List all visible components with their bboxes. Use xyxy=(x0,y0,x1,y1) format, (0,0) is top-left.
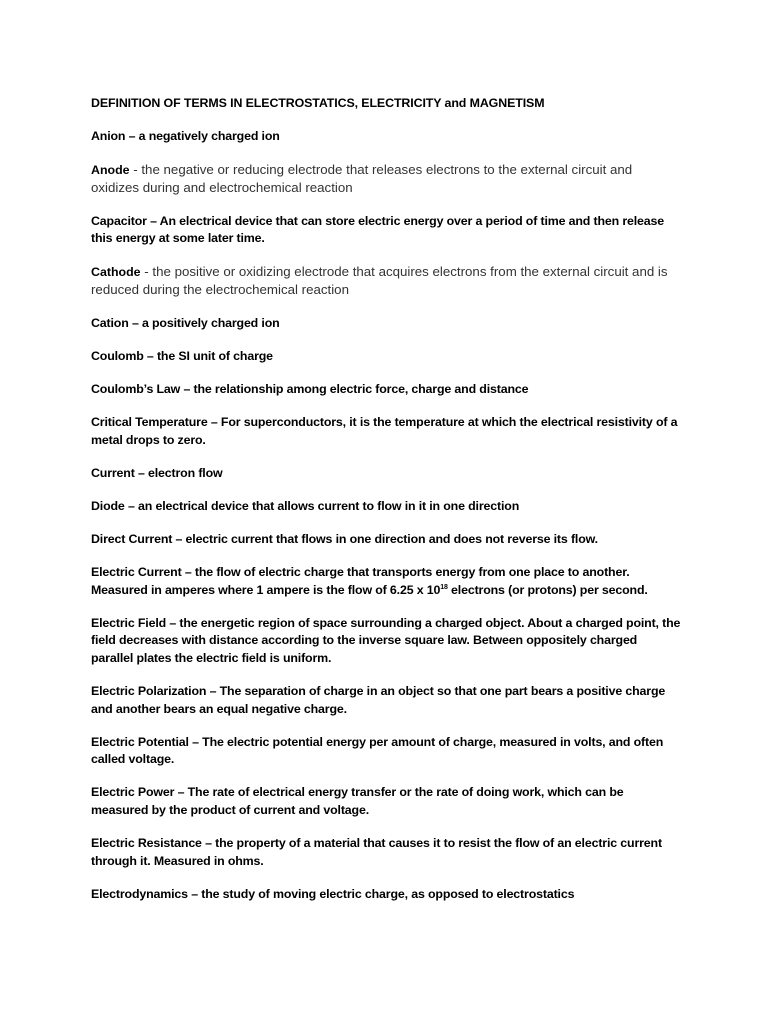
document-page xyxy=(91,95,681,919)
entry-electrodynamics: Electrodynamics – the study of moving electric charge, as opposed to electrostatics xyxy=(91,886,575,901)
document-title: DEFINITION OF TERMS IN ELECTROSTATICS, ELECTRICITY and MAGNETISM xyxy=(91,96,545,110)
entry-electric-resistance: Electric Resistance – the property of a material that causes it to resist the flow of an electric current through it. Measured in ohms. xyxy=(91,836,662,868)
entry-anode xyxy=(91,161,681,197)
entry-definition: - the positive or oxidizing electrode that acquires electrons from the external circuit and is reduced during the electrochemical reaction xyxy=(91,264,668,298)
entry-capacitor: Capacitor – An electrical device that can store electric energy over a period of time and then release this energy at some later time. xyxy=(91,213,665,246)
entry-text: Electric Current – the flow of electric charge that transports energy from one place to another. Measured in amperes where 1 ampere is the flow of 6.25 x 10 xyxy=(91,565,630,597)
entry-definition: - the negative or reducing electrode that releases electrons to the external circuit and oxidizes during and electrochemical reaction xyxy=(91,162,633,196)
exponent: 18 xyxy=(440,583,448,591)
entry-anion: Anion – a negatively charged ion xyxy=(91,129,280,143)
entry-cation: Cation – a positively charged ion xyxy=(91,315,280,330)
entry-text: electrons (or protons) per second. xyxy=(447,582,648,597)
entry-electric-current xyxy=(91,564,681,599)
entry-current: Current – electron flow xyxy=(91,465,223,480)
entry-electric-polarization: Electric Polarization – The separation of charge in an object so that one part bears a positive charge and another bears an equal negative charge. xyxy=(91,684,666,716)
entry-term: Anode xyxy=(91,163,130,178)
entry-electric-potential: Electric Potential – The electric potential energy per amount of charge, measured in volts, and often called voltage. xyxy=(91,734,664,767)
entry-coulombs-law: Coulomb’s Law – the relationship among electric force, charge and distance xyxy=(91,381,529,396)
entry-electric-field: Electric Field – the energetic region of space surrounding a charged object. About a charged point, the field decreases with distance according to the inverse square law. Between oppositely charged parallel plates the electric field is uniform. xyxy=(91,615,681,665)
entry-diode: Diode – an electrical device that allows current to flow in it in one direction xyxy=(91,498,520,513)
entry-coulomb: Coulomb – the SI unit of charge xyxy=(91,348,273,363)
entry-electric-power: Electric Power – The rate of electrical energy transfer or the rate of doing work, which can be measured by the product of current and voltage. xyxy=(91,785,624,817)
entry-cathode xyxy=(91,263,681,299)
entry-direct-current: Direct Current – electric current that flows in one direction and does not reverse its flow. xyxy=(91,531,598,546)
entry-critical-temperature: Critical Temperature – For superconductors, it is the temperature at which the electrical resistivity of a metal drops to zero. xyxy=(91,415,678,447)
entry-term: Cathode xyxy=(91,265,141,280)
